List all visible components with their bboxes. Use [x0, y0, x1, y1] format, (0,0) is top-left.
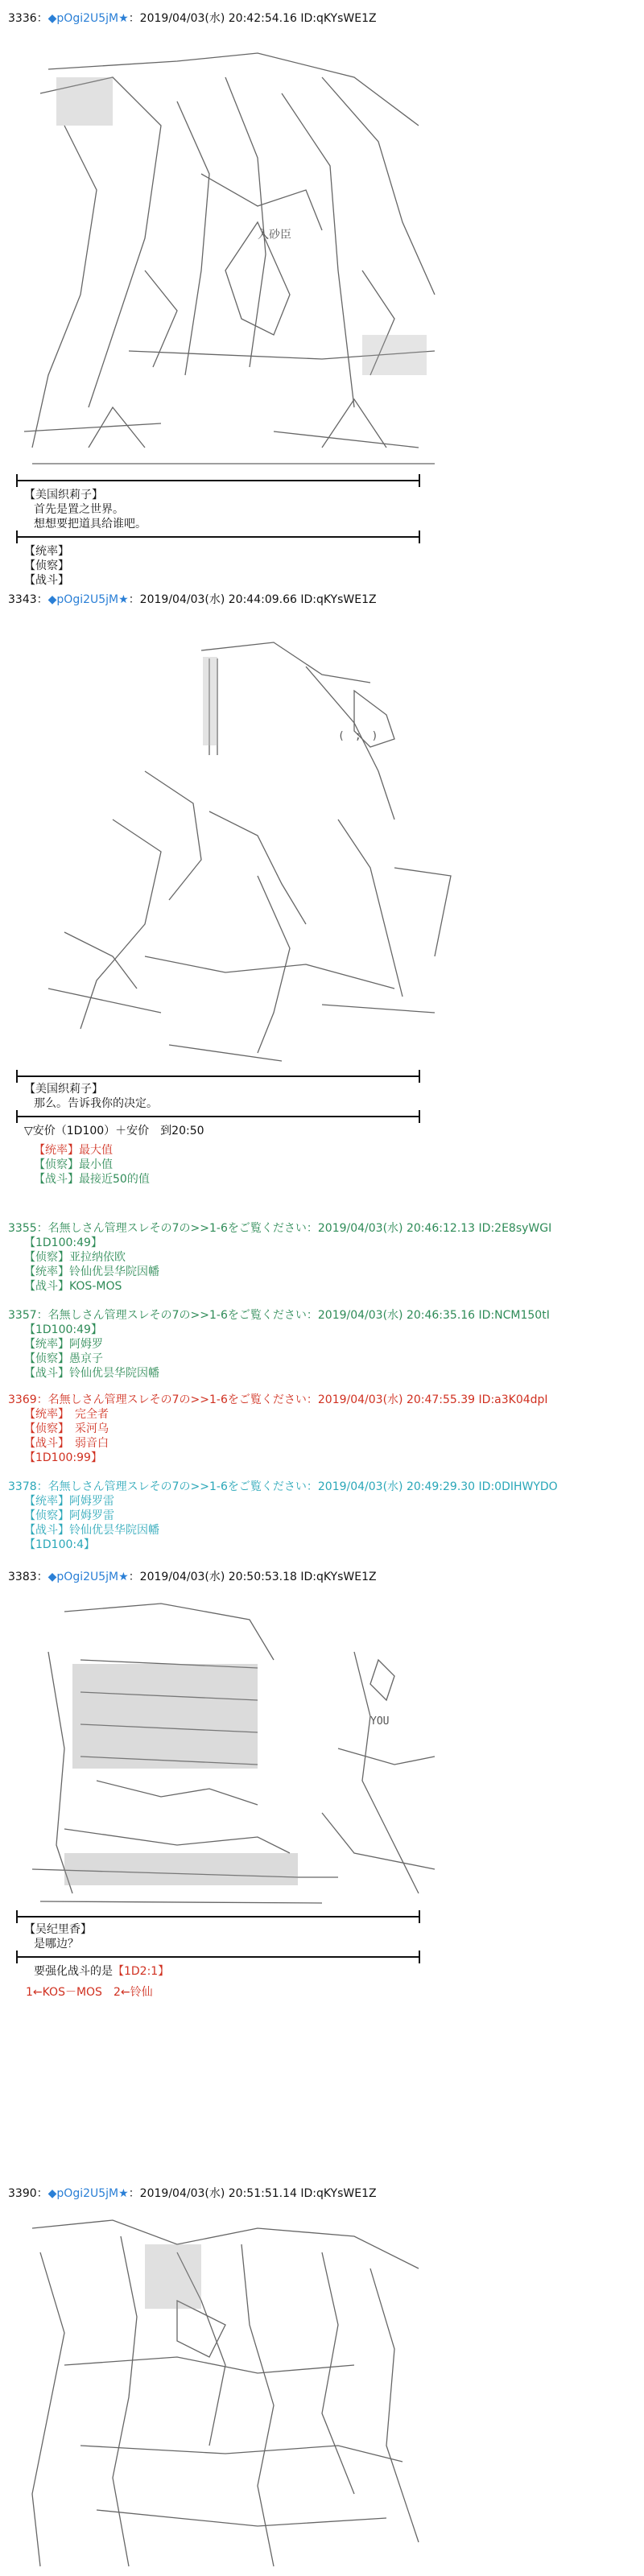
poster-trip[interactable]: ◆pOgi2U5jM — [47, 12, 119, 25]
dialogue-line: 想想要把道具给谁吧。 — [34, 518, 147, 530]
dialogue-line: 那么。告诉我你的决定。 — [34, 1097, 158, 1110]
post-meta: ：名無しさん管理スレその7の>>1-6をご覧ください：2019/04/03(水) 20:46:35.16 ID:NCM150tI — [36, 1309, 550, 1322]
post-number[interactable]: 3390 — [8, 2187, 37, 2200]
ascii-art-drawing — [16, 2204, 467, 2574]
ascii-art — [16, 29, 467, 480]
dialogue-line: 是哪边？ — [34, 1938, 79, 1951]
post-header — [0, 1393, 644, 1407]
post-meta: ：2019/04/03(水) 20:50:53.18 ID:qKYsWE1Z — [128, 1571, 377, 1583]
reply-line: 【侦察】愚京子 — [24, 1352, 103, 1365]
post-3336 — [0, 11, 644, 587]
reply-line: 【侦察】 采河乌 — [24, 1422, 109, 1435]
divider — [18, 1116, 419, 1117]
divider — [18, 1956, 419, 1958]
post-number[interactable]: 3357 — [8, 1309, 37, 1322]
star-icon: ★ — [118, 593, 129, 606]
reply-line: 【统率】 完全者 — [24, 1408, 109, 1421]
reply-line: 【1D100:49】 — [24, 1236, 102, 1249]
poster-trip[interactable]: ◆pOgi2U5jM — [47, 1571, 119, 1583]
divider — [18, 536, 419, 538]
post-header: 3336：◆pOgi2U5jM★：2019/04/03(水) 20:42:54.16 ID:qKYsWE1Z — [8, 12, 377, 25]
reply-line: 【战斗】铃仙优昙华院因幡 — [24, 1367, 159, 1380]
reply-line: 【统率】阿姆罗雷 — [24, 1495, 114, 1508]
reply-line: 【战斗】KOS-MOS — [24, 1280, 122, 1293]
stat-value: 最小值 — [79, 1158, 113, 1171]
poster-trip[interactable]: ◆pOgi2U5jM — [47, 2187, 119, 2200]
star-icon: ★ — [118, 1571, 129, 1583]
post-header — [0, 1480, 644, 1494]
art-text: 入砂臣 — [258, 229, 291, 242]
post-number[interactable]: 3378 — [8, 1480, 37, 1493]
post-meta: ：2019/04/03(水) 20:51:51.14 ID:qKYsWE1Z — [128, 2187, 377, 2200]
reply-line: 【统率】阿姆罗 — [24, 1338, 103, 1351]
post-meta: ：名無しさん管理スレその7の>>1-6をご覧ください：2019/04/03(水) 20:49:29.30 ID:0DIHWYDO — [36, 1480, 558, 1493]
divider — [18, 1075, 419, 1077]
stat-value: 最大值 — [79, 1144, 113, 1157]
stat-label: 【统率】 — [34, 1144, 79, 1157]
post-meta: ：名無しさん管理スレその7の>>1-6をご覧ください：2019/04/03(水) 20:47:55.39 ID:a3K04dpI — [36, 1393, 548, 1406]
post-3378 — [0, 1480, 644, 1552]
reply-line: 【战斗】 弱音白 — [24, 1437, 109, 1450]
ascii-art-drawing — [16, 610, 467, 1073]
dice-result: 【1D2:1】 — [113, 1965, 170, 1978]
reply-line: 【战斗】铃仙优昙华院因幡 — [24, 1524, 159, 1537]
post-number[interactable]: 3383 — [8, 1571, 37, 1583]
stat-label: 【战斗】 — [34, 1173, 79, 1186]
ascii-art-drawing — [16, 29, 467, 480]
post-3343 — [0, 592, 644, 1186]
star-icon: ★ — [118, 12, 129, 25]
post-number[interactable]: 3343 — [8, 593, 37, 606]
ascii-art — [16, 610, 467, 1073]
choices-text: 1←KOS－MOS 2←铃仙 — [26, 1986, 153, 1999]
ascii-art — [16, 1587, 467, 1909]
post-meta: ：2019/04/03(水) 20:44:09.66 ID:qKYsWE1Z — [128, 593, 377, 606]
stat-label: 【侦察】 — [24, 559, 69, 572]
post-number[interactable]: 3355 — [8, 1222, 37, 1235]
post-meta: ：名無しさん管理スレその7の>>1-6をご覧ください：2019/04/03(水) 20:46:12.13 ID:2E8syWGI — [36, 1222, 552, 1235]
reply-line: 【统率】铃仙优昙华院因幡 — [24, 1265, 159, 1278]
stat-value: 最接近50的值 — [79, 1173, 150, 1186]
post-3357 — [0, 1308, 644, 1381]
question-text: 要强化战斗的是 — [34, 1965, 113, 1978]
post-3383 — [0, 1570, 644, 1999]
speaker-name: 【美国织莉子】 — [24, 489, 103, 502]
post-3355 — [0, 1221, 644, 1294]
art-text: ( ; ) — [338, 730, 378, 742]
reply-line: 【1D100:4】 — [24, 1538, 96, 1551]
reply-line: 【侦察】亚拉纳依欧 — [24, 1251, 126, 1264]
post-header: 3390：◆pOgi2U5jM★：2019/04/03(水) 20:51:51.14 ID:qKYsWE1Z — [8, 2187, 377, 2200]
ascii-art-drawing — [16, 1587, 467, 1909]
post-header: 3383：◆pOgi2U5jM★：2019/04/03(水) 20:50:53.18 ID:qKYsWE1Z — [8, 1571, 377, 1583]
post-header — [0, 1221, 644, 1236]
stat-label: 【战斗】 — [24, 574, 69, 587]
stat-label: 【侦察】 — [34, 1158, 79, 1171]
speaker-name: 【美国织莉子】 — [24, 1083, 103, 1096]
stat-label: 【统率】 — [24, 545, 69, 558]
vote-instruction: ▽安价（1D100）＋安价 到20:50 — [24, 1125, 204, 1137]
post-header — [0, 1308, 644, 1323]
post-meta: ：2019/04/03(水) 20:42:54.16 ID:qKYsWE1Z — [128, 12, 377, 25]
reply-line: 【1D100:99】 — [24, 1451, 102, 1464]
post-number[interactable]: 3369 — [8, 1393, 37, 1406]
divider — [18, 1916, 419, 1918]
ascii-art — [16, 2204, 467, 2574]
art-text: YOU — [370, 1715, 390, 1728]
post-3369 — [0, 1393, 644, 1465]
post-3390 — [0, 2186, 644, 2574]
star-icon: ★ — [118, 2187, 129, 2200]
reply-line: 【侦察】阿姆罗雷 — [24, 1509, 114, 1522]
dialogue-line: 首先是置之世界。 — [34, 503, 124, 516]
post-number[interactable]: 3336 — [8, 12, 37, 25]
reply-line: 【1D100:49】 — [24, 1323, 102, 1336]
divider — [18, 480, 419, 481]
post-header: 3343：◆pOgi2U5jM★：2019/04/03(水) 20:44:09.66 ID:qKYsWE1Z — [8, 593, 377, 606]
speaker-name: 【吴纪里香】 — [24, 1923, 92, 1936]
poster-trip[interactable]: ◆pOgi2U5jM — [47, 593, 119, 606]
